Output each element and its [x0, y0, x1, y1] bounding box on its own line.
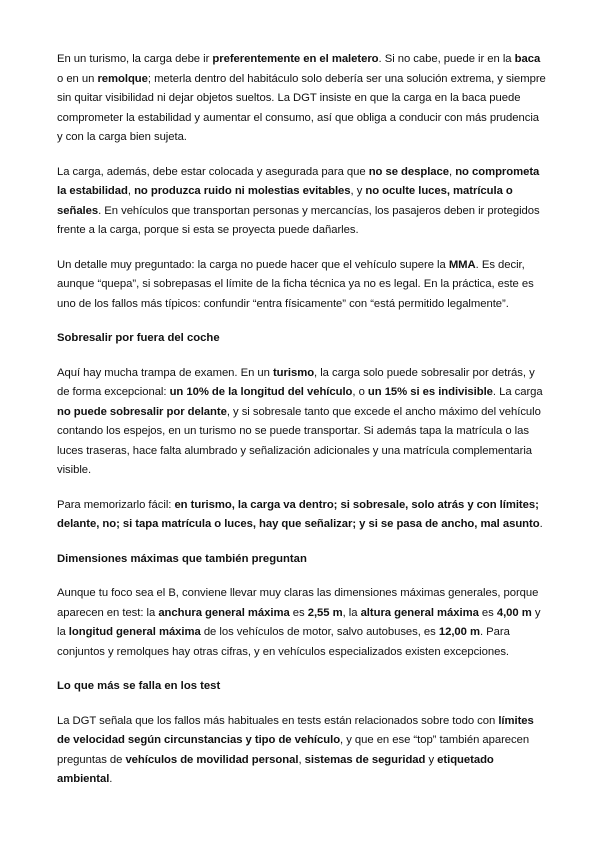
bold-text-segment: no produzca ruido ni molestias evitables — [134, 185, 351, 197]
section-heading — [57, 329, 547, 349]
bold-text-segment: anchura general máxima — [158, 606, 290, 619]
text-segment: . En vehículos que transportan personas y mercancías, los pasajeros deben ir protegidos frente a la carga, porque si esta se proyecta puede dañarles. — [57, 204, 540, 236]
section-heading — [57, 550, 547, 570]
text-segment: ; meterla dentro del habitáculo solo debería ser una solución extrema, y siempre sin quitar visibilidad ni dejar objetos sueltos. La DGT insiste en que la carga en la baca puede comprometer la estabilidad y aumentar el consumo, así que obliga a conducir con más prudencia y con la carga bien sujeta. — [57, 72, 546, 143]
body-paragraph — [57, 584, 547, 662]
text-segment: , — [298, 753, 305, 766]
text-segment: , y — [350, 185, 366, 197]
text-segment: o en un — [57, 72, 98, 85]
bold-text-segment: un 15% si es indivisible — [367, 386, 493, 398]
body-paragraph — [57, 496, 547, 535]
bold-text-segment: turismo — [272, 366, 315, 379]
text-segment: , la carga solo puede sobresalir por detrás, y de forma excepcional: — [57, 366, 535, 398]
bold-text-segment: no comprometa la estabilidad — [57, 165, 540, 197]
text-segment: es — [478, 606, 497, 619]
text-segment: En un turismo, la carga debe ir — [57, 53, 213, 65]
text-segment: Aquí hay mucha trampa de examen. En un — [57, 366, 273, 379]
body-paragraph — [57, 256, 547, 315]
bold-text-segment: baca — [514, 53, 541, 65]
text-segment: Aunque tu foco sea el B, conviene llevar muy claras las dimensiones máximas generales, porque aparecen en test: la — [57, 587, 539, 619]
bold-text-segment: sistemas de seguridad — [304, 753, 426, 766]
bold-text-segment: en turismo, la carga va dentro; si sobresale, solo atrás y con límites; delante, no; si tapa matrícula o luces, hay que señalizar; y si se pasa de ancho, mal asunto — [57, 498, 540, 530]
text-segment: Sobresalir por fuera del coche — [57, 332, 220, 344]
bold-text-segment: vehículos de movilidad personal — [125, 753, 299, 766]
text-segment: . — [109, 773, 113, 785]
bold-text-segment: altura general máxima — [360, 606, 479, 619]
text-segment: . Es decir, aunque “quepa”, si sobrepasas el límite de la ficha técnica ya no es legal. En la práctica, este es uno de los fallos más típicos: confundir “entra físicamente” con “está permitido legalmente”. — [57, 258, 534, 310]
bold-text-segment: remolque — [97, 72, 148, 85]
bold-text-segment: MMA — [448, 258, 476, 271]
document-page — [57, 50, 547, 805]
bold-text-segment: límites de velocidad según circunstancias y tipo de vehículo — [57, 714, 534, 746]
bold-text-segment: no puede sobresalir por delante — [57, 405, 227, 418]
section-heading — [57, 677, 547, 697]
text-segment: . — [539, 518, 543, 530]
text-segment: , — [127, 185, 135, 197]
bold-text-segment: no oculte luces, matrícula o señales — [57, 185, 513, 217]
text-segment: de los vehículos de motor, salvo autobuses, es — [200, 626, 439, 638]
text-segment: La DGT señala que los fallos más habituales en tests están relacionados sobre todo con — [57, 714, 499, 727]
text-segment: y la — [57, 606, 541, 638]
bold-text-segment: 4,00 m — [496, 606, 532, 619]
bold-text-segment: no se desplace — [368, 165, 450, 178]
text-segment: es — [289, 606, 308, 619]
text-segment: . La carga — [492, 386, 543, 398]
bold-text-segment: 12,00 m — [438, 626, 480, 638]
text-segment: Para memorizarlo fácil: — [57, 498, 175, 511]
text-segment: Un detalle muy preguntado: la carga no puede hacer que el vehículo supere la — [57, 258, 449, 271]
bold-text-segment: longitud general máxima — [68, 626, 201, 638]
text-segment: . Para conjuntos y remolques hay otras cifras, y en vehículos especializados existen excepciones. — [57, 626, 510, 658]
text-segment: , y que en ese “top” también aparecen preguntas de — [57, 734, 530, 766]
bold-text-segment: un 10% de la longitud del vehículo — [169, 386, 353, 398]
text-segment: , o — [352, 386, 368, 398]
text-segment: , — [449, 165, 456, 178]
text-segment: y — [425, 753, 438, 766]
bold-text-segment: preferentemente en el maletero — [212, 53, 379, 65]
text-segment: . Si no cabe, puede ir en la — [378, 53, 515, 65]
body-paragraph — [57, 364, 547, 481]
body-paragraph — [57, 163, 547, 241]
body-paragraph — [57, 50, 547, 148]
text-segment: La carga, además, debe estar colocada y asegurada para que — [57, 165, 369, 178]
text-segment: Lo que más se falla en los test — [57, 680, 221, 692]
text-segment: , y si sobresale tanto que excede el ancho máximo del vehículo contando los espejos, en un turismo no se puede transportar. Si además tapa la matrícula o las luces traseras, hace falta alumbrado y señalización adicionales y una matrícula complementaria visible. — [57, 405, 541, 476]
bold-text-segment: 2,55 m — [307, 606, 343, 619]
text-segment: , la — [342, 606, 361, 619]
body-paragraph — [57, 712, 547, 790]
text-segment: Dimensiones máximas que también preguntan — [57, 552, 307, 565]
bold-text-segment: etiquetado ambiental — [57, 753, 494, 785]
